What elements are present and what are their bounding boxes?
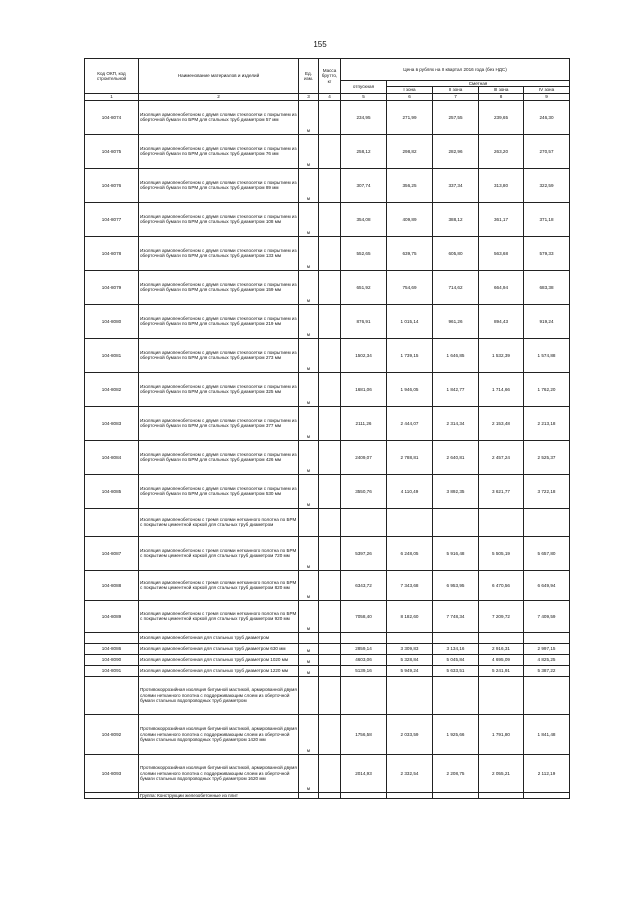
item-unit: м xyxy=(299,338,319,372)
price-zone-3: 6 470,56 xyxy=(479,570,524,600)
item-code xyxy=(85,792,139,798)
price-zone-1 xyxy=(387,792,433,798)
price-zone-3 xyxy=(479,632,524,643)
price-release: 651,92 xyxy=(341,270,387,304)
price-zone-4 xyxy=(524,508,570,536)
price-zone-1 xyxy=(387,632,433,643)
item-name: Изоляция армопенобетоном с тремя слоями нетканного полотна по БРМ с покрытием цементной коркой для стальных труб диаметром 920 мм xyxy=(139,600,299,632)
item-code: 104-8093 xyxy=(85,754,139,792)
price-zone-3: 2 916,31 xyxy=(479,643,524,654)
price-zone-2 xyxy=(433,632,479,643)
table-row xyxy=(85,338,570,372)
item-unit: м xyxy=(299,536,319,570)
price-zone-4: 2 997,15 xyxy=(524,643,570,654)
price-release: 4603,06 xyxy=(341,654,387,665)
price-release: 1756,58 xyxy=(341,714,387,754)
price-zone-2: 388,12 xyxy=(433,202,479,236)
price-zone-3: 563,68 xyxy=(479,236,524,270)
price-zone-3: 263,20 xyxy=(479,134,524,168)
price-release: 234,95 xyxy=(341,100,387,134)
price-release xyxy=(341,632,387,643)
item-name: Противокоррозийная изоляция битумной мастикой, армированной двумя слоями нетканного полотна с поддерживающим слоем из оберточной бумаги стальных водопроводных труб диаметром xyxy=(139,676,299,714)
price-zone-3: 2 153,48 xyxy=(479,406,524,440)
price-zone-2: 605,80 xyxy=(433,236,479,270)
item-code: 104-8085 xyxy=(85,474,139,508)
table-row xyxy=(85,134,570,168)
header-release: отпускная xyxy=(341,81,387,94)
table-row xyxy=(85,406,570,440)
item-code xyxy=(85,676,139,714)
item-unit xyxy=(299,508,319,536)
table-row xyxy=(85,792,570,798)
column-number: 3 xyxy=(299,93,319,100)
price-zone-1 xyxy=(387,676,433,714)
table-row xyxy=(85,474,570,508)
price-zone-1: 7 343,68 xyxy=(387,570,433,600)
price-zone-2: 5 045,84 xyxy=(433,654,479,665)
price-zone-3: 664,94 xyxy=(479,270,524,304)
column-number: 9 xyxy=(524,93,570,100)
item-code: 104-8081 xyxy=(85,338,139,372)
price-release: 6343,72 xyxy=(341,570,387,600)
price-zone-4 xyxy=(524,676,570,714)
price-zone-1: 5 949,24 xyxy=(387,665,433,676)
price-zone-4: 579,33 xyxy=(524,236,570,270)
price-zone-2: 7 748,34 xyxy=(433,600,479,632)
column-number: 7 xyxy=(433,93,479,100)
item-mass xyxy=(319,714,341,754)
item-mass xyxy=(319,665,341,676)
item-unit: м xyxy=(299,100,319,134)
price-release: 5139,16 xyxy=(341,665,387,676)
table-row xyxy=(85,754,570,792)
price-zone-2: 714,62 xyxy=(433,270,479,304)
item-mass xyxy=(319,168,341,202)
table-row xyxy=(85,270,570,304)
price-zone-4: 6 649,94 xyxy=(524,570,570,600)
item-name: Противокоррозийная изоляция битумной мастикой, армированной двумя слоями нетканного полотна с поддерживающим слоем из оберточной бумаги стальных водопроводных труб диаметром 1420 мм xyxy=(139,714,299,754)
price-zone-4: 2 213,18 xyxy=(524,406,570,440)
item-mass xyxy=(319,100,341,134)
price-zone-3 xyxy=(479,792,524,798)
item-mass xyxy=(319,754,341,792)
table-row xyxy=(85,600,570,632)
price-release: 1681,06 xyxy=(341,372,387,406)
price-zone-1: 409,89 xyxy=(387,202,433,236)
price-release: 258,12 xyxy=(341,134,387,168)
item-name: Изоляция армопенобетоном с двумя слоями стеклосетки с покрытием из оберточной бумаги по БРМ для стальных труб диаметром 273 мм xyxy=(139,338,299,372)
price-zone-3: 4 695,09 xyxy=(479,654,524,665)
price-zone-2: 2 314,34 xyxy=(433,406,479,440)
header-zone-1: I зона xyxy=(387,87,433,93)
price-zone-4: 1 762,20 xyxy=(524,372,570,406)
item-mass xyxy=(319,676,341,714)
price-zone-4: 1 574,88 xyxy=(524,338,570,372)
price-release: 7058,40 xyxy=(341,600,387,632)
table-row xyxy=(85,665,570,676)
item-mass xyxy=(319,236,341,270)
price-zone-3: 3 621,77 xyxy=(479,474,524,508)
price-zone-1: 298,82 xyxy=(387,134,433,168)
price-zone-4: 5 657,80 xyxy=(524,536,570,570)
price-zone-1: 5 328,84 xyxy=(387,654,433,665)
price-zone-2: 3 892,35 xyxy=(433,474,479,508)
item-mass xyxy=(319,372,341,406)
price-zone-1 xyxy=(387,508,433,536)
price-release: 876,91 xyxy=(341,304,387,338)
item-mass xyxy=(319,536,341,570)
item-name: Противокоррозийная изоляция битумной мастикой, армированной двумя слоями нетканного полотна с поддерживающим слоем из оберточной бумаги стальных водопроводных труб диаметром 1620 мм xyxy=(139,754,299,792)
item-code: 104-8086 xyxy=(85,643,139,654)
item-code: 104-8088 xyxy=(85,570,139,600)
price-zone-2: 3 134,16 xyxy=(433,643,479,654)
price-zone-2: 257,55 xyxy=(433,100,479,134)
price-zone-3 xyxy=(479,676,524,714)
price-zone-3: 1 532,39 xyxy=(479,338,524,372)
item-name: Изоляция армопенобетоном с тремя слоями нетканного полотна по БРМ с покрытием цементной коркой для стальных труб диаметром 720 мм xyxy=(139,536,299,570)
item-mass xyxy=(319,406,341,440)
price-zone-4: 2 112,19 xyxy=(524,754,570,792)
price-release: 1502,34 xyxy=(341,338,387,372)
column-number: 5 xyxy=(341,93,387,100)
table-row xyxy=(85,632,570,643)
price-release: 354,08 xyxy=(341,202,387,236)
table-row xyxy=(85,168,570,202)
price-zone-2: 2 208,75 xyxy=(433,754,479,792)
item-code: 104-8078 xyxy=(85,236,139,270)
price-zone-4: 683,38 xyxy=(524,270,570,304)
column-numbers-row xyxy=(85,93,570,100)
item-unit: м xyxy=(299,270,319,304)
item-name: Изоляция армопенобетоном с двумя слоями стеклосетки с покрытием из оберточной бумаги по БРМ для стальных труб диаметром 57 мм xyxy=(139,100,299,134)
price-release xyxy=(341,508,387,536)
header-price-group: Цена в рублях на II квартал 2016 года (без НДС) xyxy=(341,59,570,81)
price-zone-4: 322,59 xyxy=(524,168,570,202)
item-unit: м xyxy=(299,474,319,508)
table-row xyxy=(85,676,570,714)
item-unit: м xyxy=(299,406,319,440)
table-row xyxy=(85,570,570,600)
item-code: 104-8082 xyxy=(85,372,139,406)
price-zone-2: 1 646,85 xyxy=(433,338,479,372)
price-zone-4: 3 722,18 xyxy=(524,474,570,508)
item-mass xyxy=(319,643,341,654)
price-zone-3: 2 055,21 xyxy=(479,754,524,792)
item-code: 104-8091 xyxy=(85,665,139,676)
item-mass xyxy=(319,338,341,372)
header-estimate: Сметная xyxy=(387,81,570,87)
price-zone-4: 1 841,48 xyxy=(524,714,570,754)
price-zone-2: 5 633,51 xyxy=(433,665,479,676)
item-code: 104-8083 xyxy=(85,406,139,440)
item-unit: м xyxy=(299,714,319,754)
item-name: Изоляция армопенобетоном с двумя слоями стеклосетки с покрытием из оберточной бумаги по БРМ для стальных труб диаметром 530 мм xyxy=(139,474,299,508)
price-zone-2: 282,96 xyxy=(433,134,479,168)
price-zone-2 xyxy=(433,508,479,536)
item-code: 104-8077 xyxy=(85,202,139,236)
item-unit: м xyxy=(299,600,319,632)
item-unit: м xyxy=(299,134,319,168)
price-zone-2: 961,26 xyxy=(433,304,479,338)
item-unit: м xyxy=(299,570,319,600)
table-row xyxy=(85,304,570,338)
item-name: Изоляция армопенобетоном с тремя слоями нетканного полотна по БРМ с покрытием цементной коркой для стальных труб диаметром 820 мм xyxy=(139,570,299,600)
price-zone-2: 2 640,81 xyxy=(433,440,479,474)
table-row xyxy=(85,100,570,134)
price-release: 552,65 xyxy=(341,236,387,270)
item-code: 104-8084 xyxy=(85,440,139,474)
price-zone-2: 1 925,66 xyxy=(433,714,479,754)
item-mass xyxy=(319,570,341,600)
table-row xyxy=(85,643,570,654)
price-zone-1: 6 248,05 xyxy=(387,536,433,570)
item-unit: м xyxy=(299,440,319,474)
item-unit: м xyxy=(299,168,319,202)
price-zone-2: 337,34 xyxy=(433,168,479,202)
item-name: Изоляция армопенобетоном с двумя слоями стеклосетки с покрытием из оберточной бумаги по БРМ для стальных труб диаметром 159 мм xyxy=(139,270,299,304)
table-row xyxy=(85,654,570,665)
price-zone-1: 754,69 xyxy=(387,270,433,304)
item-name: Изоляция армопенобетоном с двумя слоями стеклосетки с покрытием из оберточной бумаги по БРМ для стальных труб диаметром 325 мм xyxy=(139,372,299,406)
item-code xyxy=(85,508,139,536)
price-zone-3: 5 241,91 xyxy=(479,665,524,676)
price-zone-3: 894,43 xyxy=(479,304,524,338)
price-zone-2 xyxy=(433,676,479,714)
price-zone-3: 7 209,72 xyxy=(479,600,524,632)
price-zone-1: 3 309,83 xyxy=(387,643,433,654)
header-unit: Ед. изм. xyxy=(299,59,319,94)
header-zone-4: IV зона xyxy=(524,87,570,93)
price-zone-2 xyxy=(433,792,479,798)
item-mass xyxy=(319,202,341,236)
item-unit xyxy=(299,676,319,714)
table-row xyxy=(85,236,570,270)
price-release: 2111,26 xyxy=(341,406,387,440)
item-unit: м xyxy=(299,372,319,406)
item-name: Изоляция армопенобетонная для стальных труб диаметром 1220 мм xyxy=(139,665,299,676)
header-zone-3: III зона xyxy=(479,87,524,93)
header-mass: Масса брутто, кг xyxy=(319,59,341,94)
price-zone-4: 246,30 xyxy=(524,100,570,134)
price-release: 5397,26 xyxy=(341,536,387,570)
item-unit: м xyxy=(299,754,319,792)
price-zone-1: 1 946,05 xyxy=(387,372,433,406)
item-code: 104-8080 xyxy=(85,304,139,338)
item-code: 104-8079 xyxy=(85,270,139,304)
price-zone-4: 919,24 xyxy=(524,304,570,338)
table-body xyxy=(85,100,570,798)
item-name: Изоляция армопенобетоном с двумя слоями стеклосетки с покрытием из оберточной бумаги по БРМ для стальных труб диаметром 89 мм xyxy=(139,168,299,202)
item-code: 104-8092 xyxy=(85,714,139,754)
table-row xyxy=(85,372,570,406)
price-zone-1: 1 739,15 xyxy=(387,338,433,372)
item-code: 104-8087 xyxy=(85,536,139,570)
item-unit xyxy=(299,632,319,643)
item-code: 104-8075 xyxy=(85,134,139,168)
price-zone-3: 1 791,80 xyxy=(479,714,524,754)
item-name: Изоляция армопенобетоном с тремя слоями нетканного полотна по БРМ с покрытием цементной коркой для стальных труб диаметром xyxy=(139,508,299,536)
column-number: 8 xyxy=(479,93,524,100)
item-name: Изоляция армопенобетоном с двумя слоями стеклосетки с покрытием из оберточной бумаги по БРМ для стальных труб диаметром 108 мм xyxy=(139,202,299,236)
price-release: 2409,07 xyxy=(341,440,387,474)
item-name: Изоляция армопенобетоном с двумя слоями стеклосетки с покрытием из оберточной бумаги по БРМ для стальных труб диаметром 377 мм xyxy=(139,406,299,440)
price-zone-4: 7 409,59 xyxy=(524,600,570,632)
header-name: Наименование материалов и изделий xyxy=(139,59,299,94)
price-zone-4: 371,18 xyxy=(524,202,570,236)
item-code: 104-8074 xyxy=(85,100,139,134)
price-zone-4: 270,57 xyxy=(524,134,570,168)
item-code: 104-8089 xyxy=(85,600,139,632)
price-zone-1: 2 033,59 xyxy=(387,714,433,754)
item-mass xyxy=(319,134,341,168)
item-unit xyxy=(299,792,319,798)
price-release xyxy=(341,676,387,714)
price-zone-3: 2 457,24 xyxy=(479,440,524,474)
table-row xyxy=(85,202,570,236)
page-number: 155 xyxy=(313,40,327,49)
item-unit: м xyxy=(299,304,319,338)
price-zone-1: 2 332,54 xyxy=(387,754,433,792)
price-zone-1: 8 182,60 xyxy=(387,600,433,632)
price-release: 2014,93 xyxy=(341,754,387,792)
column-number: 6 xyxy=(387,93,433,100)
table-row xyxy=(85,536,570,570)
price-zone-1: 639,75 xyxy=(387,236,433,270)
item-mass xyxy=(319,474,341,508)
price-zone-1: 2 444,07 xyxy=(387,406,433,440)
price-release: 307,74 xyxy=(341,168,387,202)
price-release: 2859,14 xyxy=(341,643,387,654)
item-unit: м xyxy=(299,654,319,665)
price-zone-3 xyxy=(479,508,524,536)
item-mass xyxy=(319,632,341,643)
price-zone-3: 1 714,66 xyxy=(479,372,524,406)
item-mass xyxy=(319,270,341,304)
price-release xyxy=(341,792,387,798)
item-unit: м xyxy=(299,665,319,676)
price-zone-1: 4 110,49 xyxy=(387,474,433,508)
item-mass xyxy=(319,508,341,536)
header-code: Код ОКП, код строительной xyxy=(85,59,139,94)
item-code: 104-8090 xyxy=(85,654,139,665)
item-unit: м xyxy=(299,202,319,236)
item-name: Изоляция армопенобетонная для стальных труб диаметром 1020 мм xyxy=(139,654,299,665)
item-code: 104-8076 xyxy=(85,168,139,202)
item-mass xyxy=(319,654,341,665)
price-zone-1: 356,25 xyxy=(387,168,433,202)
item-name: Изоляция армопенобетоном с двумя слоями стеклосетки с покрытием из оберточной бумаги по БРМ для стальных труб диаметром 133 мм xyxy=(139,236,299,270)
item-name: Изоляция армопенобетонная для стальных труб диаметром xyxy=(139,632,299,643)
item-name: Группа: Конструкции железобетонные из плит xyxy=(139,792,299,798)
item-name: Изоляция армопенобетоном с двумя слоями стеклосетки с покрытием из оберточной бумаги по БРМ для стальных труб диаметром 426 мм xyxy=(139,440,299,474)
item-name: Изоляция армопенобетоном с двумя слоями стеклосетки с покрытием из оберточной бумаги по БРМ для стальных труб диаметром 76 мм xyxy=(139,134,299,168)
item-unit: м xyxy=(299,236,319,270)
table-header xyxy=(85,59,570,101)
table-row xyxy=(85,440,570,474)
item-unit: м xyxy=(299,643,319,654)
item-mass xyxy=(319,600,341,632)
item-name: Изоляция армопенобетоном с двумя слоями стеклосетки с покрытием из оберточной бумаги по БРМ для стальных труб диаметром 219 мм xyxy=(139,304,299,338)
column-number: 4 xyxy=(319,93,341,100)
item-mass xyxy=(319,304,341,338)
table-row xyxy=(85,508,570,536)
price-table xyxy=(84,58,570,799)
price-release: 3550,76 xyxy=(341,474,387,508)
price-zone-2: 6 953,95 xyxy=(433,570,479,600)
price-zone-1: 2 788,81 xyxy=(387,440,433,474)
column-number: 2 xyxy=(139,93,299,100)
price-zone-1: 1 015,14 xyxy=(387,304,433,338)
item-mass xyxy=(319,792,341,798)
item-name: Изоляция армопенобетонная для стальных труб диаметром 630 мм xyxy=(139,643,299,654)
price-zone-4 xyxy=(524,792,570,798)
price-zone-3: 239,65 xyxy=(479,100,524,134)
price-zone-2: 1 842,77 xyxy=(433,372,479,406)
table-row xyxy=(85,714,570,754)
price-zone-4 xyxy=(524,632,570,643)
price-zone-3: 313,80 xyxy=(479,168,524,202)
price-zone-4: 5 387,22 xyxy=(524,665,570,676)
price-zone-4: 4 825,25 xyxy=(524,654,570,665)
column-number: 1 xyxy=(85,93,139,100)
price-zone-4: 2 525,37 xyxy=(524,440,570,474)
price-zone-1: 271,99 xyxy=(387,100,433,134)
item-code xyxy=(85,632,139,643)
header-zone-2: II зона xyxy=(433,87,479,93)
price-zone-3: 5 505,19 xyxy=(479,536,524,570)
item-mass xyxy=(319,440,341,474)
price-zone-3: 361,17 xyxy=(479,202,524,236)
price-zone-2: 5 916,48 xyxy=(433,536,479,570)
